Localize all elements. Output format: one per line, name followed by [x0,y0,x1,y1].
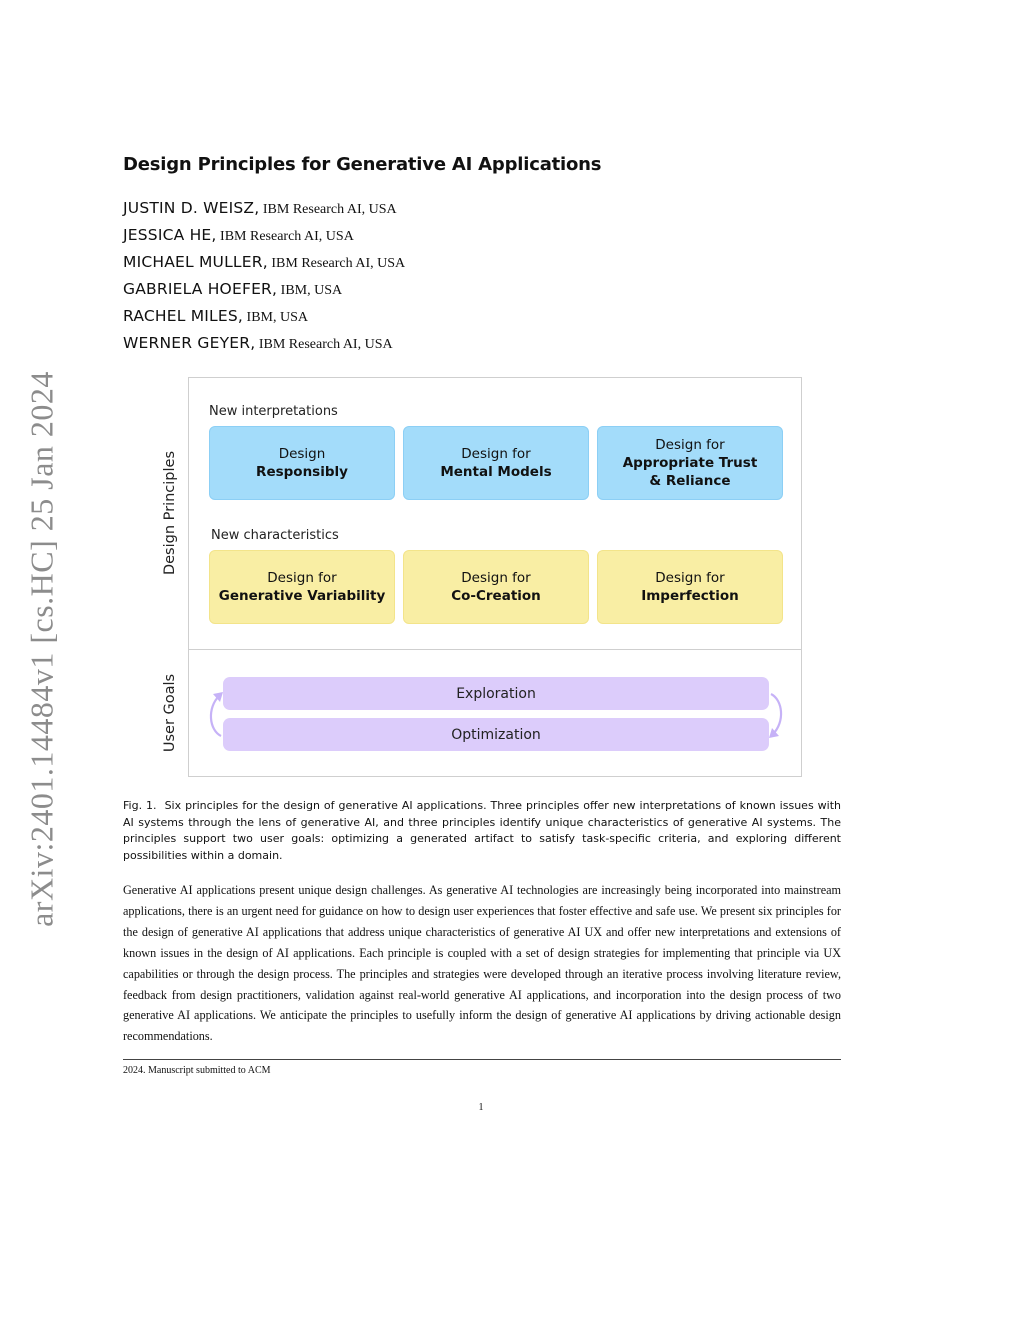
abstract-text: Generative AI applications present unique design challenges. As generative AI technologies are increasingly being incorporated into mainstream applications, there is an urgent need for guidance on how to design user experiences that foster effective and safe use. We present six principles for the design of generative AI applications that address unique characteristics of generative AI UX and offer new interpretations and extensions of known issues in the design of AI applications. Each principle is coupled with a set of design strategies for implementing that principle via UX capabilities or through the design process. The principles and strategies were developed through an iterative process involving literature review, feedback from design practitioners, validation against real-world generative AI applications, and incorporation into the design process of two generative AI applications. We anticipate the principles to usefully inform the design of generative AI applications by driving actionable design recommendations. [123,883,841,1044]
arxiv-stamp [22,360,62,938]
principle-prefix: Design for [655,570,725,586]
principle-card-imperfection [597,550,783,624]
author-name: JESSICA HE, [123,226,217,244]
author-affiliation: IBM Research AI, USA [255,337,393,352]
principle-name: Mental Models [440,464,552,480]
footnote-rule [123,1059,841,1060]
author-entry [123,225,405,252]
principle-prefix: Design for [655,437,725,453]
author-name: MICHAEL MULLER, [123,253,268,271]
principle-prefix: Design for [267,570,337,586]
principle-name: Responsibly [256,464,348,480]
paper-title: Design Principles for Generative AI Applications [123,154,602,175]
principle-prefix: Design for [461,570,531,586]
author-affiliation: IBM Research AI, USA [259,202,397,217]
user-goals-label-text: User Goals [162,673,178,752]
footnote: 2024. Manuscript submitted to ACM [123,1065,271,1076]
author-affiliation: IBM Research AI, USA [216,229,354,244]
principle-name-continued: & Reliance [649,473,731,489]
principle-card-mental-models [403,426,589,500]
author-affiliation: IBM Research AI, USA [267,256,406,271]
goal-optimization: Optimization [223,718,769,751]
figure-caption-label: Fig. 1. [123,799,157,812]
figure-divider [189,649,801,650]
author-name: GABRIELA HOEFER, [123,280,278,298]
principle-name: Imperfection [641,588,739,604]
arxiv-stamp-text: arXiv:2401.14484v1 [cs.HC] 25 Jan 2024 [23,371,60,927]
author-list [123,198,405,360]
principle-name: Co-Creation [451,588,541,604]
new-interpretations-label: New interpretations [209,404,338,419]
author-entry [123,306,405,333]
author-name: WERNER GEYER, [123,334,256,352]
author-name: JUSTIN D. WEISZ, [123,199,260,217]
loop-arrow-left-icon [203,688,229,742]
page-number: 1 [478,1102,484,1113]
figure-design-principles [188,377,802,777]
goal-exploration: Exploration [223,677,769,710]
author-entry [123,279,405,306]
author-entry [123,333,405,360]
author-affiliation: IBM, USA [277,283,343,298]
principle-prefix: Design [278,446,326,462]
design-principles-axis-label [155,377,185,648]
principle-card-generative-variability [209,550,395,624]
loop-arrow-right-icon [763,688,789,742]
author-entry [123,252,405,279]
figure-caption [123,798,841,864]
author-name: RACHEL MILES, [123,307,244,325]
principle-card-co-creation [403,550,589,624]
principle-prefix: Design for [461,446,531,462]
author-entry [123,198,405,225]
principle-name: Appropriate Trust [622,455,758,471]
figure-caption-text: Six principles for the design of generative AI applications. Three principles offer new interpretations of known issues with AI systems through the lens of generative AI, and three principles identify unique characteristics of generative AI systems. The principles support two user goals: optimizing a generated artifact to satisfy task-specific criteria, and exploring different possibilities within a domain. [123,799,842,862]
author-affiliation: IBM, USA [243,310,309,325]
user-goals-axis-label [155,648,185,777]
principle-name: Generative Variability [218,588,386,604]
new-characteristics-label: New characteristics [211,528,339,543]
principle-card-appropriate-trust [597,426,783,500]
design-principles-label-text: Design Principles [162,450,178,575]
principle-card-responsibly [209,426,395,500]
